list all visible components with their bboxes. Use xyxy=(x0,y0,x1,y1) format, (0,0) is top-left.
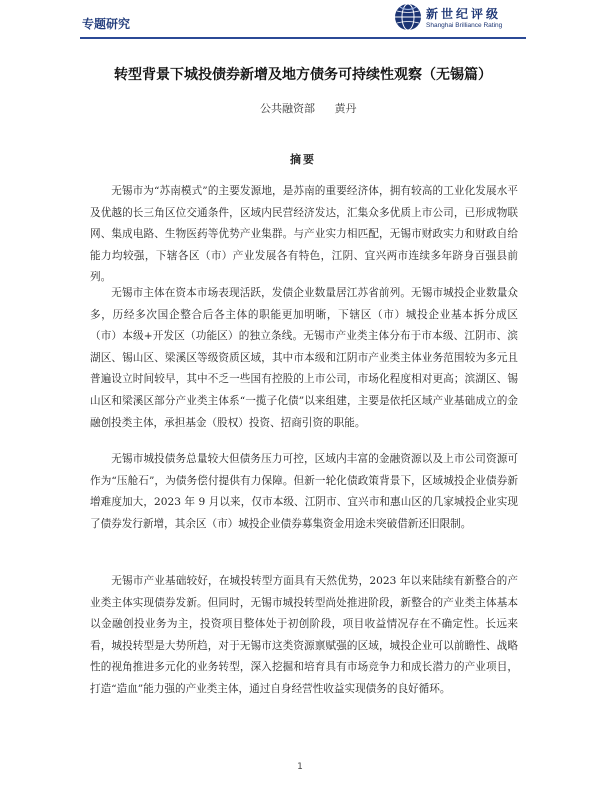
abstract-heading: 摘要 xyxy=(290,153,316,166)
page-header xyxy=(0,0,600,40)
document-title: 转型背景下城投债券新增及地方债务可持续性观察（无锡篇） xyxy=(114,67,492,83)
page-number: 1 xyxy=(297,762,303,772)
abstract-paragraph: 无锡市城投债务总量较大但债务压力可控，区域内丰富的金融资源以及上市公司资源可作为“压舱石”，为债务偿付提供有力保障。但新一轮化债政策背景下，区域城投企业债券新增难度加大，2023 年 9 月以来，仅市本级、江阴市、宜兴市和惠山区的几家城投企业实现了债券发行新增，其余区（市）城投企业债券募集资金用途未突破借新还旧限制。 xyxy=(90,453,518,530)
header-divider xyxy=(80,37,526,39)
abstract-paragraph: 无锡市为“苏南模式”的主要发源地，是苏南的重要经济体，拥有较高的工业化发展水平及优越的长三角区位交通条件，区域内民营经济发达，汇集众多优质上市公司，已形成物联网、集成电路、生物医药等优势产业集群。与产业实力相匹配，无锡市财政实力和财政自给能力均较强，下辖各区（市）产业发展各有特色，江阴、宜兴两市连续多年跻身百强县前列。 xyxy=(90,185,518,284)
author-name: 黄丹 xyxy=(334,102,357,115)
abstract-paragraph: 无锡市产业基础较好，在城投转型方面具有天然优势，2023 年以来陆续有新整合的产业类主体实现债券发新。但同时，无锡市城投转型尚处推进阶段，新整合的产业类主体基本以金融创投业务为主，投资项目整体处于初创阶段，项目收益情况存在不确定性。长远来看，城投转型是大势所趋，对于无锡市这类资源禀赋强的区域，城投企业可以前瞻性、战略性的视角推进多元化的业务转型，深入挖掘和培育具有市场竞争力和成长潜力的产业项目，打造“造血”能力强的产业类主体，通过自身经营性收益实现债务的良好循环。 xyxy=(90,575,518,695)
logo-chinese-name: 新世纪评级 xyxy=(426,7,502,21)
section-label: 专题研究 xyxy=(82,17,131,31)
abstract-paragraph: 无锡市主体在资本市场表现活跃，发债企业数量居江苏省前列。无锡市城投企业数量众多，历经多次国企整合后各主体的职能更加明晰，下辖区（市）城投企业基本拆分成区（市）本级+开发区（功能区）的独立条线。无锡市产业类主体分布于市本级、江阴市、滨湖区、锡山区、梁溪区等级资质区域，其中市本级和江阴市产业类主体业务范围较为多元且普遍设立时间较早，其中不乏一些国有控股的上市公司，市场化程度相对更高；滨湖区、锡山区和梁溪区部分产业类主体系“一揽子化债”以来组建，主要是依托区域产业基础成立的金融创投类主体，承担基金（股权）投资、招商引资的职能。 xyxy=(90,287,518,429)
globe-logo-icon xyxy=(394,3,422,31)
author-line xyxy=(260,100,357,116)
logo-english-name: Shanghai Brilliance Rating xyxy=(426,22,503,29)
author-department: 公共融资部 xyxy=(260,102,315,115)
brand-logo xyxy=(394,2,524,36)
